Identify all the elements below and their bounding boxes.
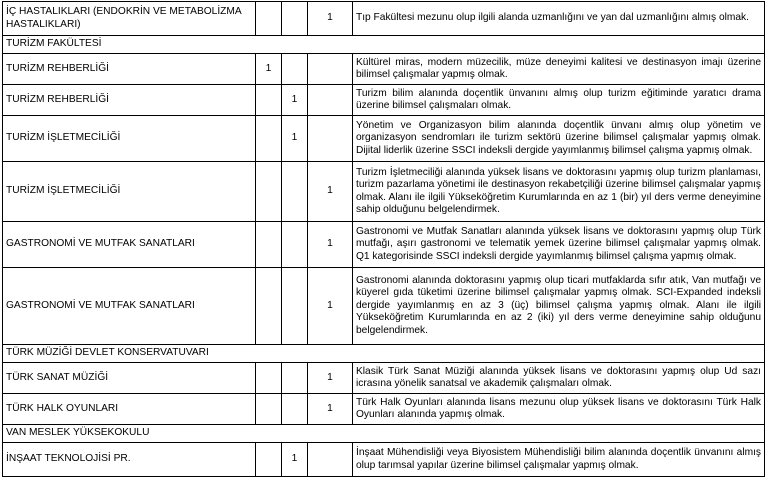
table-row [3, 268, 765, 345]
associate-professor-count [282, 394, 308, 425]
requirement-text: Turizm bilim alanında doçentlik ünvanını almış olup turizm eğitiminde yaratıcı drama üzerine bilimsel çalışmaları olmak. [353, 85, 765, 116]
requirement-text: Gastronomi ve Mutfak Sanatları alanında yüksek lisans ve doktorasını yapmış olup Türk mutfağı, aşırı gastronomi ve telematik yemek üzerine bilimsel çalışmalar yapmış olmak. Q1 kategorisinde SSCI indeksli dergide yayımlanmış bilimsel çalışma yapmış olmak. [353, 222, 765, 268]
faculty-heading: VAN MESLEK YÜKSEKOKULU [3, 425, 765, 443]
associate-professor-count [282, 363, 308, 394]
department-name: GASTRONOMİ VE MUTFAK SANATLARI [3, 222, 256, 268]
section-row [3, 425, 765, 443]
table-row [3, 394, 765, 425]
department-name: İNŞAAT TEKNOLOJİSİ PR. [3, 443, 256, 477]
professor-count [256, 443, 282, 477]
department-name: TURİZM REHBERLİĞİ [3, 54, 256, 85]
table-row [3, 116, 765, 162]
faculty-heading: TURİZM FAKÜLTESİ [3, 36, 765, 54]
assistant-professor-count: 1 [308, 363, 353, 394]
assistant-professor-count [308, 85, 353, 116]
staff-requirements-table [2, 1, 765, 477]
professor-count [256, 85, 282, 116]
table-row [3, 222, 765, 268]
department-name: GASTRONOMİ VE MUTFAK SANATLARI [3, 268, 256, 345]
table-row [3, 363, 765, 394]
professor-count [256, 394, 282, 425]
requirement-text: Kültürel miras, modern müzecilik, müze deneyimi kalitesi ve destinasyon imajı üzerine bilimsel çalışmalar yapmış olmak. [353, 54, 765, 85]
professor-count: 1 [256, 54, 282, 85]
assistant-professor-count: 1 [308, 162, 353, 222]
professor-count [256, 2, 282, 36]
requirement-text: Yönetim ve Organizasyon bilim alanında doçentlik ünvanı almış olup yönetim ve organizasyon sendromları ile turizm sektörü üzerine bilimsel çalışmalar yapmış olmak. Dijital liderlik üzerine SSCI indeksli dergide yayımlanmış bilimsel çalışma yapmış olmak. [353, 116, 765, 162]
assistant-professor-count: 1 [308, 268, 353, 345]
table-row [3, 54, 765, 85]
assistant-professor-count [308, 443, 353, 477]
professor-count [256, 222, 282, 268]
table-row [3, 162, 765, 222]
section-row [3, 345, 765, 363]
associate-professor-count [282, 162, 308, 222]
professor-count [256, 116, 282, 162]
table-row [3, 85, 765, 116]
assistant-professor-count: 1 [308, 222, 353, 268]
department-name: İÇ HASTALIKLARI (ENDOKRİN VE METABOLİZMA HASTALIKLARI) [3, 2, 256, 36]
requirement-text: Turizm İşletmeciliği alanında yüksek lisans ve doktorasını yapmış olup turizm planlaması, turizm pazarlama yönetimi ile destinasyon rekabetçiliği üzerine bilimsel çalışmalar yapmış olmak. Alanı ile ilgili Yükseköğretim Kurumlarında en az 1 (bir) yıl ders verme deneyimine sahip olduğunu belgelendirmek. [353, 162, 765, 222]
department-name: TURİZM REHBERLİĞİ [3, 85, 256, 116]
requirement-text: Tıp Fakültesi mezunu olup ilgili alanda uzmanlığını ve yan dal uzmanlığını almış olmak. [353, 2, 765, 36]
associate-professor-count [282, 2, 308, 36]
assistant-professor-count: 1 [308, 394, 353, 425]
associate-professor-count [282, 54, 308, 85]
professor-count [256, 162, 282, 222]
requirement-text: İnşaat Mühendisliği veya Biyosistem Mühendisliği bilim alanında doçentlik ünvanını almış olup tarımsal yapılar üzerine bilimsel çalışmalar yapmış olmak. [353, 443, 765, 477]
associate-professor-count [282, 268, 308, 345]
requirement-text: Türk Halk Oyunları alanında lisans mezunu olup yüksek lisans ve doktorasını Türk Halk Oyunları alanında yapmış olmak. [353, 394, 765, 425]
table-row [3, 443, 765, 477]
department-name: TURİZM İŞLETMECİLİĞİ [3, 116, 256, 162]
associate-professor-count: 1 [282, 85, 308, 116]
requirement-text: Gastronomi alanında doktorasını yapmış olup ticari mutfaklarda sıfır atık, Van mutfağı ve küyerel gıda tüketimi üzerine bilimsel çalışmalar yapmış olmak. SCI-Expanded indeksli dergide yayımlanmış en az 3 (üç) bilimsel çalışma yapmış olmak. Alanı ile ilgili Yükseköğretim Kurumlarında en az 2 (iki) yıl ders verme deneyimine sahip olduğunu belgelendirmek. [353, 268, 765, 345]
professor-count [256, 268, 282, 345]
assistant-professor-count: 1 [308, 2, 353, 36]
assistant-professor-count [308, 54, 353, 85]
requirement-text: Klasik Türk Sanat Müziği alanında yüksek lisans ve doktorasını yapmış olup Ud sazı icrasına yönelik sanatsal ve akademik çalışmaları olmak. [353, 363, 765, 394]
assistant-professor-count [308, 116, 353, 162]
associate-professor-count [282, 222, 308, 268]
professor-count [256, 363, 282, 394]
department-name: TÜRK HALK OYUNLARI [3, 394, 256, 425]
section-row [3, 36, 765, 54]
department-name: TÜRK SANAT MÜZİĞİ [3, 363, 256, 394]
table-row [3, 2, 765, 36]
department-name: TURİZM İŞLETMECİLİĞİ [3, 162, 256, 222]
associate-professor-count: 1 [282, 116, 308, 162]
faculty-heading: TÜRK MÜZİĞİ DEVLET KONSERVATUVARI [3, 345, 765, 363]
associate-professor-count: 1 [282, 443, 308, 477]
